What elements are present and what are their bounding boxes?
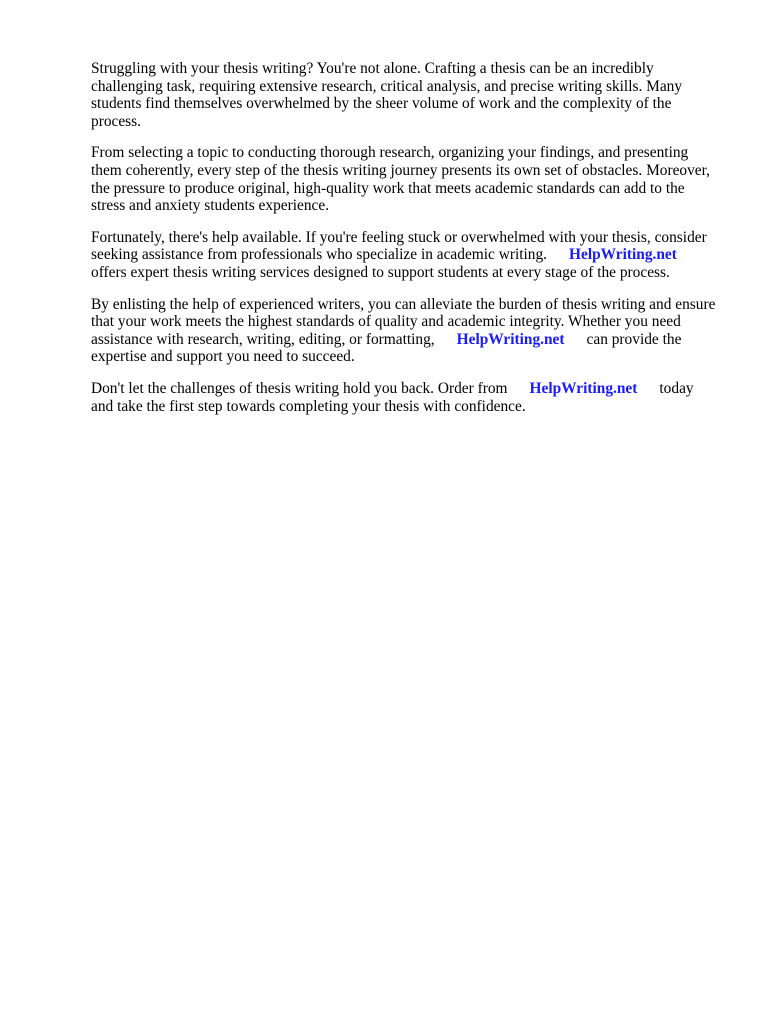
text-line: them coherently, every step of the thesis writing journey presents its own set of obstacles. Moreover, (91, 161, 710, 179)
paragraph-obstacles (91, 144, 723, 214)
text-segment: assistance with research, writing, editing, or formatting, (91, 330, 435, 348)
text-line (91, 246, 723, 264)
text-line: stress and anxiety students experience. (91, 197, 330, 215)
text-line: and take the first step towards completing your thesis with confidence. (91, 397, 526, 415)
text-line: that your work meets the highest standards of quality and academic integrity. Whether you need (91, 313, 681, 331)
helpwriting-link[interactable]: HelpWriting.net (529, 379, 638, 397)
text-line: students find themselves overwhelmed by the sheer volume of work and the complexity of the (91, 95, 672, 113)
paragraph-order (91, 380, 723, 415)
helpwriting-link[interactable]: HelpWriting.net (456, 330, 565, 348)
text-segment: seeking assistance from professionals who specialize in academic writing. (91, 246, 548, 264)
text-segment: Don't let the challenges of thesis writing hold you back. Order from (91, 379, 508, 397)
paragraph-writers (91, 296, 723, 366)
paragraph-intro (91, 60, 723, 130)
text-line: Fortunately, there's help available. If you're feeling stuck or overwhelmed with your thesis, consider (91, 228, 707, 246)
text-line: challenging task, requiring extensive research, critical analysis, and precise writing skills. Many (91, 77, 683, 95)
text-segment: can provide the (586, 330, 682, 348)
text-line: offers expert thesis writing services designed to support students at every stage of the process. (91, 263, 670, 281)
text-line: process. (91, 112, 142, 130)
text-line (91, 331, 723, 349)
text-line: From selecting a topic to conducting thorough research, organizing your findings, and presenting (91, 144, 689, 162)
text-line: the pressure to produce original, high-quality work that meets academic standards can add to the (91, 179, 685, 197)
document-body (91, 60, 723, 429)
text-line (91, 380, 723, 398)
text-segment: today (659, 379, 694, 397)
text-line: expertise and support you need to succeed. (91, 348, 355, 366)
text-line: Struggling with your thesis writing? You're not alone. Crafting a thesis can be an incredibly (91, 60, 654, 77)
helpwriting-link[interactable]: HelpWriting.net (569, 246, 677, 264)
paragraph-help (91, 229, 723, 282)
text-line: By enlisting the help of experienced writers, you can alleviate the burden of thesis writing and ensure (91, 295, 716, 313)
